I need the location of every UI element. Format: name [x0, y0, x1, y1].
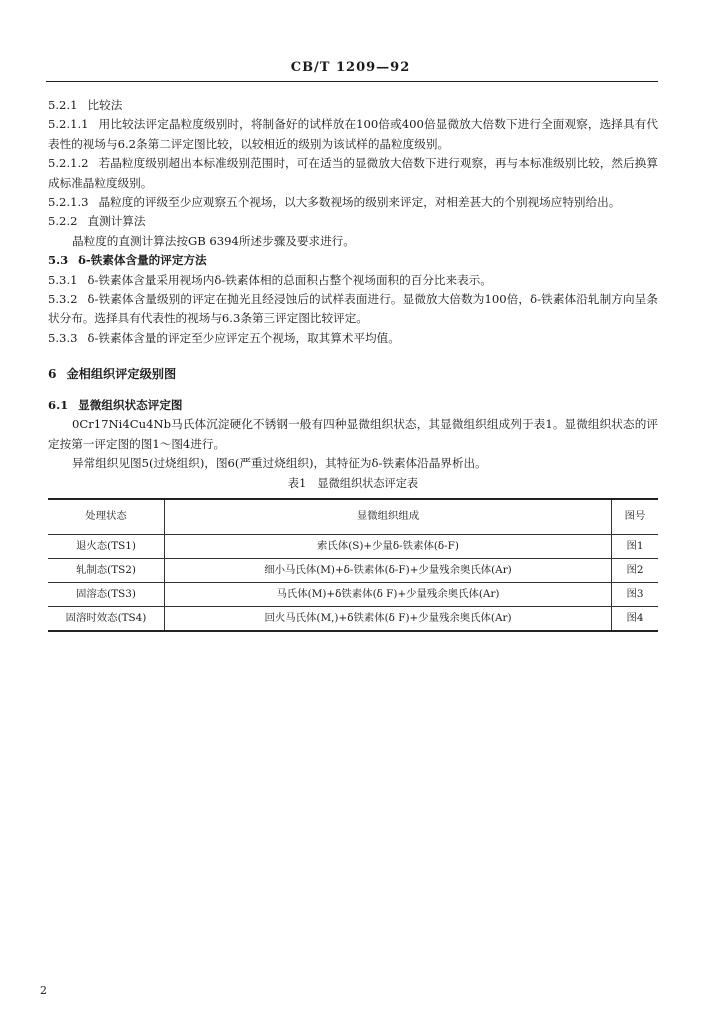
table-header-cell: 显微组织组成 — [165, 499, 612, 535]
heading-number: 5.2.2 — [48, 214, 78, 229]
table-header-cell: 图号 — [612, 499, 659, 535]
heading-number: 5.2.1 — [48, 98, 78, 112]
heading-6-1 — [48, 396, 658, 415]
table-row — [48, 606, 658, 631]
header-rule — [46, 81, 658, 82]
clause-text: 晶粒度的评级至少应观察五个视场，以大多数视场的级别来评定，对相差甚大的个别视场应特别给出。 — [98, 195, 621, 210]
clause-text: δ-铁素体含量级别的评定在抛光且经浸蚀后的试样表面进行。显微放大倍数为100倍，δ-铁素体沿轧制方向呈条状分布。选择具有代表性的视场与6.3条第三评定图比较评定。 — [48, 292, 658, 326]
table-cell: 细小马氏体(M)+δ-铁素体(δ-F)+少量残余奥氏体(Ar) — [165, 558, 612, 582]
table-row — [48, 558, 658, 582]
table-row — [48, 582, 658, 606]
clause-text: 用比较法评定晶粒度级别时，将制备好的试样放在100倍或400倍显微放大倍数下进行全面观察，选择具有代表性的视场与6.2条第二评定图比较，以较相近的级别为该试样的晶粒度级别。 — [48, 117, 658, 151]
table-cell: 固溶时效态(TS4) — [48, 606, 165, 631]
paragraph-6-1-a: 0Cr17Ni4Cu4Nb马氏体沉淀硬化不锈钢一般有四种显微组织状态，其显微组织组成列于表1。显微组织状态的评定按第一评定图的图1～图4进行。 — [48, 417, 658, 451]
clause-5-2-1-3 — [48, 193, 658, 212]
heading-number: 6 — [48, 367, 57, 382]
heading-6 — [48, 365, 658, 384]
table-header-cell: 处理状态 — [48, 499, 165, 535]
table-cell: 回火马氏体(M,)+δ铁素体(δ F)+少量残余奥氏体(Ar) — [165, 606, 612, 631]
table-cell: 图3 — [612, 582, 659, 606]
table-cell: 索氏体(S)+少量δ-铁素体(δ-F) — [165, 534, 612, 558]
clause-number: 5.3.3 — [48, 330, 78, 345]
table-caption: 表1 显微组织状态评定表 — [287, 477, 419, 491]
clause-5-2-1-1 — [48, 115, 658, 154]
clause-number: 5.2.1.1 — [48, 117, 89, 132]
clause-text: δ-铁素体含量采用视场内δ-铁素体相的总面积占整个视场面积的百分比来表示。 — [87, 272, 492, 287]
microstructure-table — [48, 498, 658, 632]
heading-5-2-2 — [48, 212, 658, 231]
table-cell: 固溶态(TS3) — [48, 582, 165, 606]
heading-5-2-1 — [48, 96, 658, 115]
heading-text: 显微组织状态评定图 — [78, 397, 183, 412]
clause-5-3-2 — [48, 290, 658, 329]
clause-5-2-2-text: 晶粒度的直测计算法按GB 6394所述步骤及要求进行。 — [72, 233, 355, 248]
clause-text: δ-铁素体含量的评定至少应评定五个视场，取其算术平均值。 — [87, 330, 400, 345]
table-cell: 图2 — [612, 558, 659, 582]
table-cell: 图1 — [612, 534, 659, 558]
heading-text: δ-铁素体含量的评定方法 — [78, 253, 207, 268]
clause-number: 5.2.1.3 — [48, 195, 89, 210]
heading-number: 6.1 — [48, 397, 69, 412]
clause-number: 5.3.2 — [48, 292, 78, 307]
heading-text: 比较法 — [87, 98, 123, 112]
table-cell: 退火态(TS1) — [48, 534, 165, 558]
heading-5-3 — [48, 251, 658, 270]
clause-5-3-1 — [48, 271, 658, 290]
clause-5-3-3 — [48, 329, 658, 348]
clause-number: 5.2.1.2 — [48, 156, 89, 171]
clause-5-2-1-2 — [48, 154, 658, 193]
page-content — [48, 96, 658, 632]
table-cell: 图4 — [612, 606, 659, 631]
table-header-row — [48, 499, 658, 535]
clause-text: 若晶粒度级别超出本标准级别范围时，可在适当的显微放大倍数下进行观察，再与本标准级别比较，然后换算成标准晶粒度级别。 — [48, 156, 658, 190]
clause-number: 5.3.1 — [48, 272, 78, 287]
page-number: 2 — [40, 984, 47, 997]
table-cell: 马氏体(M)+δ铁素体(δ F)+少量残余奥氏体(Ar) — [165, 582, 612, 606]
table-row — [48, 534, 658, 558]
heading-text: 金相组织评定级别图 — [66, 367, 177, 382]
heading-number: 5.3 — [48, 253, 69, 268]
paragraph-6-1-b: 异常组织见图5(过烧组织)，图6(严重过烧组织)，其特征为δ-铁素体沿晶界析出。 — [72, 455, 487, 470]
heading-text: 直测计算法 — [87, 214, 146, 229]
table-cell: 轧制态(TS2) — [48, 558, 165, 582]
page-header-standard-code: CB/T 1209—92 — [290, 60, 411, 75]
